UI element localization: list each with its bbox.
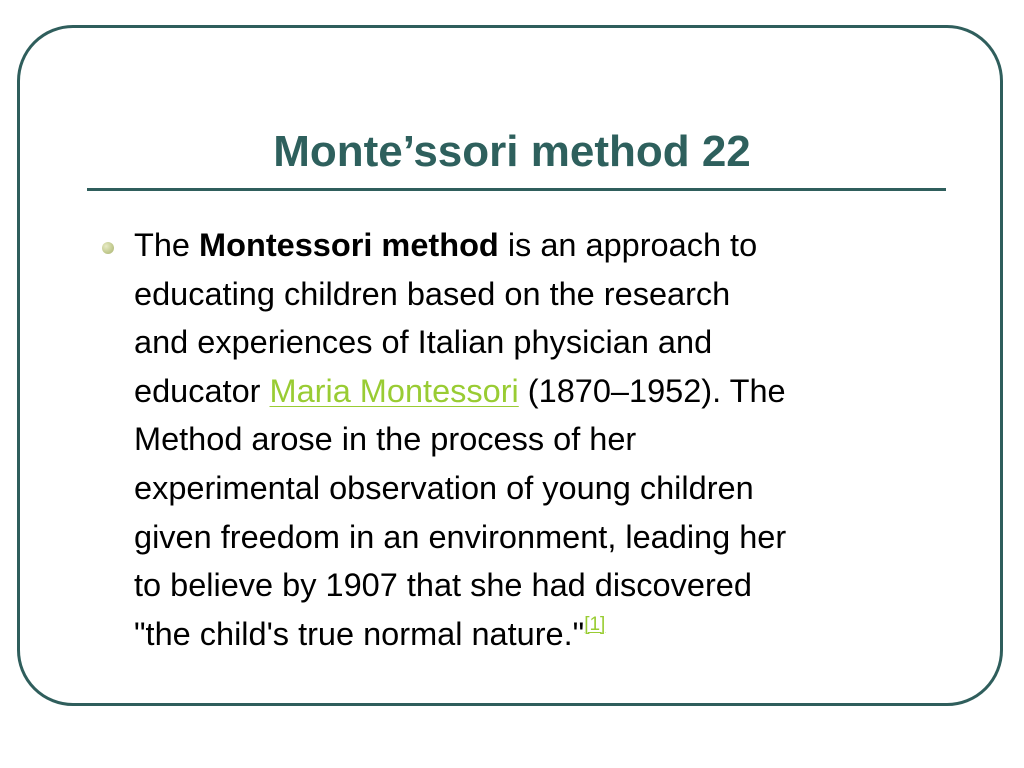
bullet-line-1	[134, 221, 946, 270]
educator-suffix: (1870–1952). The	[518, 372, 786, 409]
title-underline	[87, 188, 946, 191]
bullet-line-8: to believe by 1907 that she had discovered	[134, 567, 752, 604]
educator-prefix: educator	[134, 372, 270, 409]
bullet-line-9	[134, 610, 946, 659]
intro-text-continued: is an approach to	[498, 227, 758, 263]
bullet-line-3: and experiences of Italian physician and	[134, 324, 713, 361]
footnote-link[interactable]: [1]	[584, 613, 606, 635]
bullet-line-2: educating children based on the research	[134, 275, 731, 312]
intro-text: The	[134, 227, 200, 263]
bold-term: Montessori method	[199, 227, 499, 263]
bullet-dot-icon	[102, 242, 114, 254]
footnote-ref	[584, 614, 605, 635]
bullet-line-4	[134, 367, 946, 416]
bullet-paragraph	[134, 221, 946, 658]
bullet-line-6: experimental observation of young children	[134, 469, 754, 506]
bullet-line-5: Method arose in the process of her	[134, 421, 637, 458]
quote-text: "the child's true normal nature."	[134, 615, 585, 652]
maria-montessori-link[interactable]: Maria Montessori	[269, 372, 519, 409]
bullet-line-7: given freedom in an environment, leading her	[134, 518, 787, 555]
slide-title: Monte’ssori method 22	[273, 127, 751, 176]
